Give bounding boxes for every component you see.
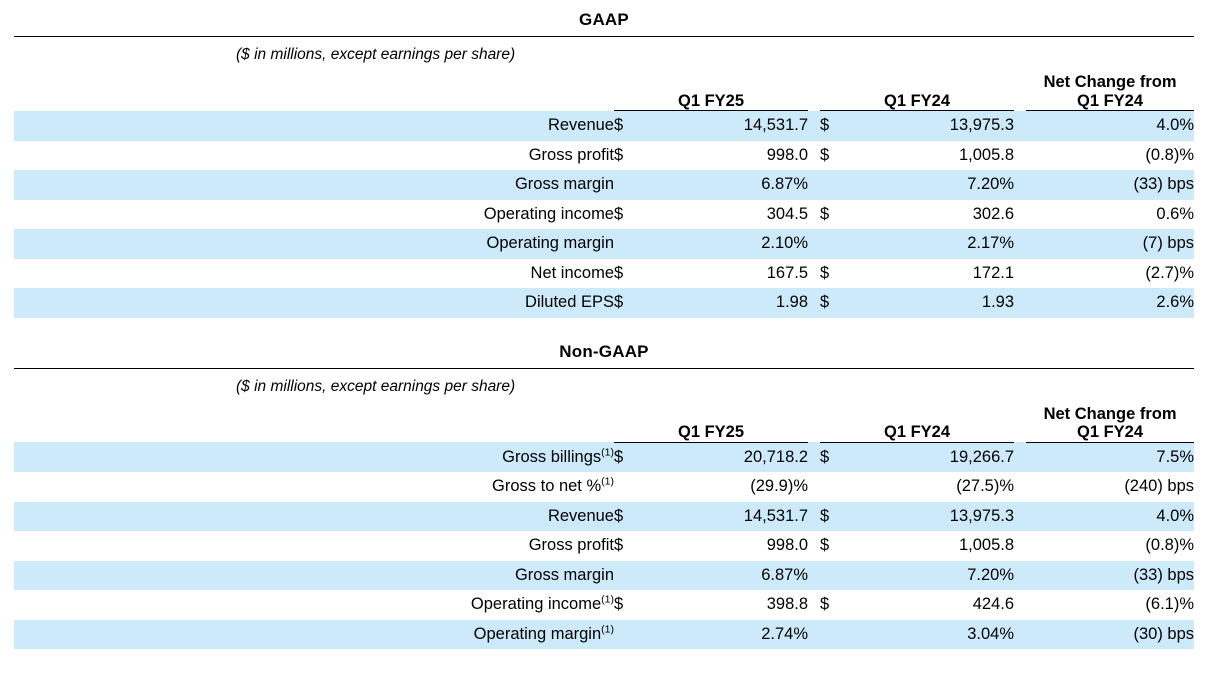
table-row	[14, 442, 1194, 472]
row-currency-prior	[820, 170, 846, 200]
row-value-prior: 7.20%	[846, 170, 1014, 200]
row-value-current: 1.98	[640, 288, 808, 318]
row-currency-prior	[820, 620, 846, 650]
row-currency-current	[614, 170, 640, 200]
gaap-header-gap1	[808, 64, 820, 111]
row-value-prior: 2.17%	[846, 229, 1014, 259]
row-currency-current	[614, 620, 640, 650]
gaap-title: GAAP	[579, 10, 629, 29]
row-value-current: 998.0	[766, 145, 809, 164]
row-label: Revenue	[14, 111, 614, 141]
row-value-current: 6.87%	[640, 561, 808, 591]
row-label	[14, 472, 614, 502]
row-change: (0.8)%	[1145, 145, 1195, 164]
row-value-prior: 1,005.8	[958, 536, 1015, 554]
nongaap-header-change	[1026, 396, 1194, 443]
row-label-text: Gross to net %	[492, 477, 602, 495]
row-label-footnote: (1)	[601, 593, 614, 606]
row-label	[14, 590, 614, 620]
row-currency-current: $	[614, 536, 624, 554]
gaap-table	[14, 64, 1194, 318]
row-currency-current: $	[614, 204, 624, 223]
row-currency-current: $	[614, 288, 640, 318]
row-value-prior: 172.1	[972, 263, 1015, 282]
row-value-prior: 13,975.3	[846, 502, 1014, 532]
row-label-footnote: (1)	[601, 475, 614, 488]
row-label: Gross profit	[528, 145, 614, 164]
row-gap2	[1014, 620, 1026, 650]
nongaap-table	[14, 396, 1194, 650]
row-gap1	[808, 170, 820, 200]
row-gap1	[808, 442, 820, 472]
gaap-header-gap2	[1014, 64, 1026, 111]
row-change: (240) bps	[1124, 477, 1195, 495]
row-label: Diluted EPS	[14, 288, 614, 318]
table-row	[14, 288, 1194, 318]
row-currency-prior: $	[820, 442, 846, 472]
row-label	[14, 620, 614, 650]
table-row	[14, 229, 1194, 259]
row-currency-current	[614, 229, 640, 259]
row-change: (0.8)%	[1145, 536, 1195, 554]
gaap-header-current: Q1 FY25	[614, 64, 808, 111]
row-currency-current: $	[614, 442, 640, 472]
row-value-prior: 13,975.3	[846, 111, 1014, 141]
row-gap1	[808, 590, 820, 620]
nongaap-title: Non-GAAP	[559, 341, 649, 361]
row-change: 0.6%	[1156, 204, 1195, 223]
row-gap2	[1014, 111, 1026, 141]
row-currency-prior: $	[820, 595, 830, 613]
row-gap2	[1014, 141, 1026, 171]
gaap-header-change	[1026, 64, 1194, 111]
row-change: 7.5%	[1026, 442, 1194, 472]
row-change: (33) bps	[1026, 561, 1194, 591]
row-gap1	[808, 288, 820, 318]
row-value-current: 2.74%	[640, 620, 808, 650]
row-change: 2.6%	[1026, 288, 1194, 318]
row-label: Operating income	[483, 204, 614, 223]
row-change: 4.0%	[1026, 502, 1194, 532]
gaap-header-blank	[14, 64, 614, 111]
row-currency-prior: $	[820, 288, 846, 318]
row-change: (2.7)%	[1145, 263, 1195, 282]
row-gap1	[808, 531, 820, 561]
nongaap-header-row	[14, 396, 1194, 443]
row-label	[14, 442, 614, 472]
row-value-prior: 3.04%	[846, 620, 1014, 650]
row-currency-prior: $	[820, 536, 830, 554]
row-gap1	[808, 472, 820, 502]
row-label: Net income	[530, 263, 614, 282]
row-label-text: Gross billings	[502, 447, 602, 466]
row-label-text: Operating margin	[473, 624, 602, 643]
row-gap1	[808, 200, 820, 230]
nongaap-header-change-line1: Net Change from	[1043, 404, 1177, 423]
row-currency-prior: $	[820, 111, 846, 141]
row-gap2	[1014, 229, 1026, 259]
row-gap2	[1014, 561, 1026, 591]
row-value-prior: 424.6	[972, 595, 1015, 613]
nongaap-title-rule	[14, 368, 1194, 369]
table-row	[14, 170, 1194, 200]
row-gap1	[808, 141, 820, 171]
table-row	[14, 472, 1194, 502]
gaap-header-prior: Q1 FY24	[820, 64, 1014, 111]
row-label-text: Operating income	[470, 595, 602, 613]
nongaap-header-gap2	[1014, 396, 1026, 443]
table-row	[14, 141, 1194, 171]
row-gap1	[808, 561, 820, 591]
row-change: (7) bps	[1026, 229, 1194, 259]
table-row	[14, 561, 1194, 591]
gaap-section	[14, 0, 1194, 318]
row-gap2	[1014, 200, 1026, 230]
row-value-current: 2.10%	[640, 229, 808, 259]
row-currency-prior: $	[820, 204, 830, 223]
row-label-text: Gross profit	[528, 536, 614, 554]
table-row	[14, 620, 1194, 650]
row-value-current: 167.5	[766, 263, 809, 282]
row-currency-prior: $	[820, 145, 830, 164]
row-currency-prior: $	[820, 263, 830, 282]
row-value-prior: 302.6	[972, 204, 1015, 223]
table-row	[14, 502, 1194, 532]
nongaap-header-prior: Q1 FY24	[820, 396, 1014, 443]
row-label-text: Revenue	[547, 506, 614, 525]
table-row	[14, 200, 1194, 230]
row-currency-current: $	[614, 145, 624, 164]
gaap-title-rule	[14, 36, 1194, 37]
row-value-current: (29.9)%	[750, 477, 809, 495]
table-row	[14, 111, 1194, 141]
row-gap2	[1014, 442, 1026, 472]
nongaap-header-change-line2: Q1 FY24	[1077, 423, 1144, 442]
row-change: (33) bps	[1026, 170, 1194, 200]
row-label	[14, 502, 614, 532]
row-label	[14, 531, 614, 561]
nongaap-header-current: Q1 FY25	[614, 396, 808, 443]
row-value-current: 6.87%	[640, 170, 808, 200]
row-label: Operating margin	[14, 229, 614, 259]
gaap-header-change-line1: Net Change from	[1043, 73, 1177, 92]
table-row	[14, 531, 1194, 561]
row-gap2	[1014, 590, 1026, 620]
row-currency-current: $	[614, 111, 640, 141]
row-value-prior: 1,005.8	[958, 145, 1015, 164]
row-value-current: 14,531.7	[640, 502, 808, 532]
row-gap1	[808, 502, 820, 532]
row-gap1	[808, 229, 820, 259]
row-value-current: 20,718.2	[640, 442, 808, 472]
row-currency-prior	[820, 472, 846, 502]
row-gap2	[1014, 502, 1026, 532]
row-currency-current: $	[614, 263, 624, 282]
row-gap1	[808, 111, 820, 141]
gaap-units-note: ($ in millions, except earnings per share)	[236, 46, 516, 63]
row-gap1	[808, 620, 820, 650]
table-row	[14, 259, 1194, 289]
row-gap2	[1014, 472, 1026, 502]
row-label-footnote: (1)	[601, 623, 614, 635]
row-label-footnote: (1)	[601, 446, 614, 458]
row-value-prior: 19,266.7	[846, 442, 1014, 472]
nongaap-header-gap1	[808, 396, 820, 443]
row-currency-prior: $	[820, 502, 846, 532]
row-currency-current	[614, 472, 640, 502]
row-value-prior: 7.20%	[846, 561, 1014, 591]
row-label: Gross margin	[14, 170, 614, 200]
row-gap2	[1014, 259, 1026, 289]
row-label-text: Gross margin	[514, 565, 614, 584]
row-value-current: 304.5	[766, 204, 809, 223]
row-change: 4.0%	[1026, 111, 1194, 141]
nongaap-units-note: ($ in millions, except earnings per share)	[236, 377, 516, 395]
row-gap2	[1014, 170, 1026, 200]
row-value-current: 14,531.7	[640, 111, 808, 141]
row-currency-current: $	[614, 502, 640, 532]
row-change: (6.1)%	[1145, 595, 1195, 613]
row-value-prior: (27.5)%	[956, 477, 1015, 495]
row-value-current: 998.0	[766, 536, 809, 554]
row-gap2	[1014, 531, 1026, 561]
row-gap2	[1014, 288, 1026, 318]
row-value-prior: 1.93	[846, 288, 1014, 318]
gaap-header-row	[14, 64, 1194, 111]
row-currency-current	[614, 561, 640, 591]
table-row	[14, 590, 1194, 620]
row-label	[14, 561, 614, 591]
row-change: (30) bps	[1026, 620, 1194, 650]
row-currency-current: $	[614, 595, 624, 613]
nongaap-header-blank	[14, 396, 614, 443]
row-value-current: 398.8	[766, 595, 809, 613]
row-gap1	[808, 259, 820, 289]
gaap-header-change-line2: Q1 FY24	[1077, 91, 1144, 110]
row-currency-prior	[820, 229, 846, 259]
row-currency-prior	[820, 561, 846, 591]
nongaap-section	[14, 342, 1194, 650]
